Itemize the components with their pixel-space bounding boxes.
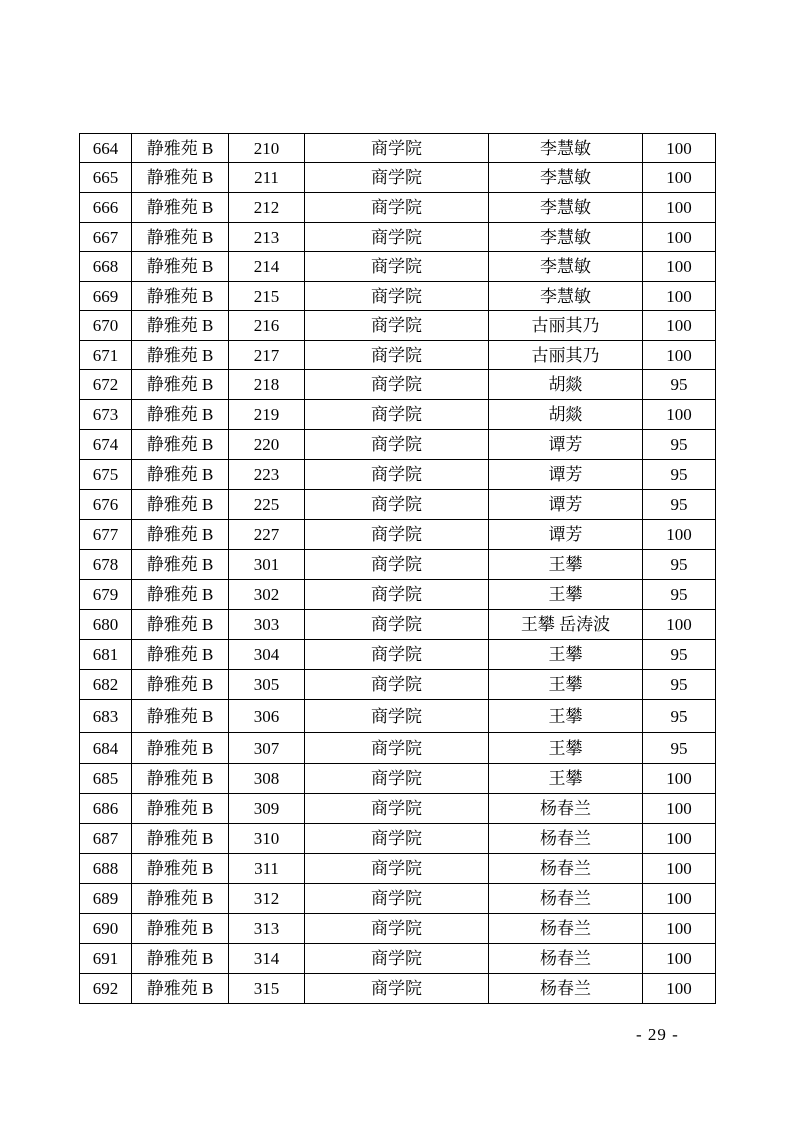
- score-cell: 100: [643, 764, 716, 794]
- building-cell: 静雅苑 B: [132, 163, 229, 193]
- score-cell: 95: [643, 580, 716, 610]
- row-index-cell: 690: [80, 914, 132, 944]
- score-cell: 95: [643, 550, 716, 580]
- person-name-cell: 杨春兰: [489, 794, 643, 824]
- row-index-cell: 692: [80, 974, 132, 1004]
- row-index-cell: 674: [80, 430, 132, 460]
- building-cell: 静雅苑 B: [132, 520, 229, 550]
- table-body: [80, 134, 716, 1004]
- room-number-cell: 313: [229, 914, 305, 944]
- room-number-cell: 308: [229, 764, 305, 794]
- room-number-cell: 303: [229, 610, 305, 640]
- table-row: [80, 430, 716, 460]
- room-number-cell: 311: [229, 854, 305, 884]
- building-cell: 静雅苑 B: [132, 370, 229, 400]
- person-name-cell: 胡燚: [489, 400, 643, 430]
- college-cell: 商学院: [305, 764, 489, 794]
- building-cell: 静雅苑 B: [132, 944, 229, 974]
- page-number: - 29 -: [636, 1025, 679, 1044]
- person-name-cell: 杨春兰: [489, 914, 643, 944]
- building-cell: 静雅苑 B: [132, 550, 229, 580]
- person-name-cell: 杨春兰: [489, 884, 643, 914]
- college-cell: 商学院: [305, 640, 489, 670]
- room-number-cell: 216: [229, 311, 305, 341]
- person-name-cell: 谭芳: [489, 520, 643, 550]
- score-cell: 100: [643, 134, 716, 163]
- room-number-cell: 306: [229, 700, 305, 733]
- score-cell: 100: [643, 914, 716, 944]
- row-index-cell: 668: [80, 252, 132, 282]
- building-cell: 静雅苑 B: [132, 223, 229, 252]
- college-cell: 商学院: [305, 134, 489, 163]
- row-index-cell: 673: [80, 400, 132, 430]
- table-row: [80, 400, 716, 430]
- score-cell: 100: [643, 824, 716, 854]
- score-cell: 100: [643, 854, 716, 884]
- table-row: [80, 490, 716, 520]
- college-cell: 商学院: [305, 490, 489, 520]
- table-row: [80, 163, 716, 193]
- table-row: [80, 854, 716, 884]
- room-number-cell: 310: [229, 824, 305, 854]
- room-number-cell: 305: [229, 670, 305, 700]
- row-index-cell: 685: [80, 764, 132, 794]
- table-row: [80, 884, 716, 914]
- building-cell: 静雅苑 B: [132, 341, 229, 370]
- row-index-cell: 671: [80, 341, 132, 370]
- room-number-cell: 218: [229, 370, 305, 400]
- row-index-cell: 664: [80, 134, 132, 163]
- building-cell: 静雅苑 B: [132, 974, 229, 1004]
- building-cell: 静雅苑 B: [132, 670, 229, 700]
- person-name-cell: 古丽其乃: [489, 341, 643, 370]
- college-cell: 商学院: [305, 282, 489, 311]
- dormitory-score-table: [79, 133, 716, 1004]
- college-cell: 商学院: [305, 700, 489, 733]
- college-cell: 商学院: [305, 854, 489, 884]
- row-index-cell: 684: [80, 733, 132, 764]
- person-name-cell: 王攀: [489, 733, 643, 764]
- score-cell: 100: [643, 193, 716, 223]
- room-number-cell: 227: [229, 520, 305, 550]
- table-row: [80, 733, 716, 764]
- row-index-cell: 675: [80, 460, 132, 490]
- room-number-cell: 302: [229, 580, 305, 610]
- college-cell: 商学院: [305, 460, 489, 490]
- college-cell: 商学院: [305, 223, 489, 252]
- building-cell: 静雅苑 B: [132, 854, 229, 884]
- score-cell: 95: [643, 370, 716, 400]
- building-cell: 静雅苑 B: [132, 700, 229, 733]
- room-number-cell: 312: [229, 884, 305, 914]
- row-index-cell: 670: [80, 311, 132, 341]
- score-cell: 100: [643, 282, 716, 311]
- person-name-cell: 李慧敏: [489, 252, 643, 282]
- table-row: [80, 252, 716, 282]
- score-cell: 100: [643, 341, 716, 370]
- room-number-cell: 225: [229, 490, 305, 520]
- score-cell: 100: [643, 400, 716, 430]
- building-cell: 静雅苑 B: [132, 400, 229, 430]
- college-cell: 商学院: [305, 914, 489, 944]
- person-name-cell: 杨春兰: [489, 854, 643, 884]
- score-cell: 95: [643, 460, 716, 490]
- college-cell: 商学院: [305, 794, 489, 824]
- row-index-cell: 680: [80, 610, 132, 640]
- table-row: [80, 370, 716, 400]
- row-index-cell: 691: [80, 944, 132, 974]
- score-cell: 95: [643, 430, 716, 460]
- room-number-cell: 212: [229, 193, 305, 223]
- building-cell: 静雅苑 B: [132, 193, 229, 223]
- row-index-cell: 677: [80, 520, 132, 550]
- table-row: [80, 282, 716, 311]
- table-row: [80, 764, 716, 794]
- college-cell: 商学院: [305, 430, 489, 460]
- person-name-cell: 杨春兰: [489, 824, 643, 854]
- person-name-cell: 李慧敏: [489, 282, 643, 311]
- row-index-cell: 681: [80, 640, 132, 670]
- college-cell: 商学院: [305, 610, 489, 640]
- table-row: [80, 460, 716, 490]
- row-index-cell: 683: [80, 700, 132, 733]
- college-cell: 商学院: [305, 370, 489, 400]
- building-cell: 静雅苑 B: [132, 640, 229, 670]
- row-index-cell: 679: [80, 580, 132, 610]
- table-row: [80, 311, 716, 341]
- college-cell: 商学院: [305, 884, 489, 914]
- table-row: [80, 223, 716, 252]
- building-cell: 静雅苑 B: [132, 884, 229, 914]
- row-index-cell: 665: [80, 163, 132, 193]
- room-number-cell: 314: [229, 944, 305, 974]
- row-index-cell: 688: [80, 854, 132, 884]
- person-name-cell: 杨春兰: [489, 974, 643, 1004]
- table-row: [80, 824, 716, 854]
- room-number-cell: 219: [229, 400, 305, 430]
- building-cell: 静雅苑 B: [132, 610, 229, 640]
- building-cell: 静雅苑 B: [132, 490, 229, 520]
- building-cell: 静雅苑 B: [132, 311, 229, 341]
- room-number-cell: 211: [229, 163, 305, 193]
- person-name-cell: 王攀 岳涛波: [489, 610, 643, 640]
- person-name-cell: 王攀: [489, 550, 643, 580]
- row-index-cell: 666: [80, 193, 132, 223]
- college-cell: 商学院: [305, 733, 489, 764]
- table-row: [80, 700, 716, 733]
- room-number-cell: 220: [229, 430, 305, 460]
- college-cell: 商学院: [305, 163, 489, 193]
- college-cell: 商学院: [305, 974, 489, 1004]
- college-cell: 商学院: [305, 193, 489, 223]
- row-index-cell: 686: [80, 794, 132, 824]
- room-number-cell: 301: [229, 550, 305, 580]
- score-cell: 95: [643, 490, 716, 520]
- building-cell: 静雅苑 B: [132, 580, 229, 610]
- building-cell: 静雅苑 B: [132, 282, 229, 311]
- college-cell: 商学院: [305, 252, 489, 282]
- person-name-cell: 胡燚: [489, 370, 643, 400]
- person-name-cell: 谭芳: [489, 490, 643, 520]
- building-cell: 静雅苑 B: [132, 134, 229, 163]
- person-name-cell: 李慧敏: [489, 134, 643, 163]
- room-number-cell: 315: [229, 974, 305, 1004]
- college-cell: 商学院: [305, 341, 489, 370]
- person-name-cell: 古丽其乃: [489, 311, 643, 341]
- college-cell: 商学院: [305, 550, 489, 580]
- score-cell: 95: [643, 640, 716, 670]
- person-name-cell: 谭芳: [489, 460, 643, 490]
- score-cell: 95: [643, 733, 716, 764]
- table-row: [80, 914, 716, 944]
- table-row: [80, 550, 716, 580]
- row-index-cell: 682: [80, 670, 132, 700]
- score-cell: 100: [643, 610, 716, 640]
- building-cell: 静雅苑 B: [132, 824, 229, 854]
- building-cell: 静雅苑 B: [132, 914, 229, 944]
- person-name-cell: 王攀: [489, 580, 643, 610]
- table-row: [80, 520, 716, 550]
- table-row: [80, 944, 716, 974]
- building-cell: 静雅苑 B: [132, 430, 229, 460]
- score-cell: 100: [643, 252, 716, 282]
- score-cell: 100: [643, 223, 716, 252]
- person-name-cell: 王攀: [489, 764, 643, 794]
- room-number-cell: 309: [229, 794, 305, 824]
- person-name-cell: 王攀: [489, 670, 643, 700]
- building-cell: 静雅苑 B: [132, 733, 229, 764]
- college-cell: 商学院: [305, 670, 489, 700]
- room-number-cell: 210: [229, 134, 305, 163]
- table-row: [80, 134, 716, 163]
- person-name-cell: 李慧敏: [489, 193, 643, 223]
- score-cell: 95: [643, 670, 716, 700]
- person-name-cell: 杨春兰: [489, 944, 643, 974]
- person-name-cell: 李慧敏: [489, 163, 643, 193]
- college-cell: 商学院: [305, 824, 489, 854]
- college-cell: 商学院: [305, 944, 489, 974]
- row-index-cell: 687: [80, 824, 132, 854]
- score-cell: 100: [643, 520, 716, 550]
- table-row: [80, 580, 716, 610]
- room-number-cell: 213: [229, 223, 305, 252]
- person-name-cell: 王攀: [489, 640, 643, 670]
- person-name-cell: 谭芳: [489, 430, 643, 460]
- table-row: [80, 794, 716, 824]
- score-cell: 100: [643, 163, 716, 193]
- table-row: [80, 341, 716, 370]
- row-index-cell: 676: [80, 490, 132, 520]
- room-number-cell: 223: [229, 460, 305, 490]
- building-cell: 静雅苑 B: [132, 460, 229, 490]
- row-index-cell: 689: [80, 884, 132, 914]
- building-cell: 静雅苑 B: [132, 794, 229, 824]
- table-row: [80, 193, 716, 223]
- room-number-cell: 307: [229, 733, 305, 764]
- row-index-cell: 669: [80, 282, 132, 311]
- room-number-cell: 214: [229, 252, 305, 282]
- college-cell: 商学院: [305, 311, 489, 341]
- room-number-cell: 304: [229, 640, 305, 670]
- table-row: [80, 610, 716, 640]
- room-number-cell: 217: [229, 341, 305, 370]
- score-cell: 100: [643, 794, 716, 824]
- table-row: [80, 640, 716, 670]
- room-number-cell: 215: [229, 282, 305, 311]
- building-cell: 静雅苑 B: [132, 764, 229, 794]
- person-name-cell: 王攀: [489, 700, 643, 733]
- score-cell: 100: [643, 884, 716, 914]
- building-cell: 静雅苑 B: [132, 252, 229, 282]
- table-row: [80, 670, 716, 700]
- table-row: [80, 974, 716, 1004]
- row-index-cell: 667: [80, 223, 132, 252]
- college-cell: 商学院: [305, 580, 489, 610]
- score-cell: 100: [643, 974, 716, 1004]
- score-cell: 100: [643, 311, 716, 341]
- person-name-cell: 李慧敏: [489, 223, 643, 252]
- score-cell: 100: [643, 944, 716, 974]
- college-cell: 商学院: [305, 520, 489, 550]
- score-cell: 95: [643, 700, 716, 733]
- row-index-cell: 672: [80, 370, 132, 400]
- row-index-cell: 678: [80, 550, 132, 580]
- college-cell: 商学院: [305, 400, 489, 430]
